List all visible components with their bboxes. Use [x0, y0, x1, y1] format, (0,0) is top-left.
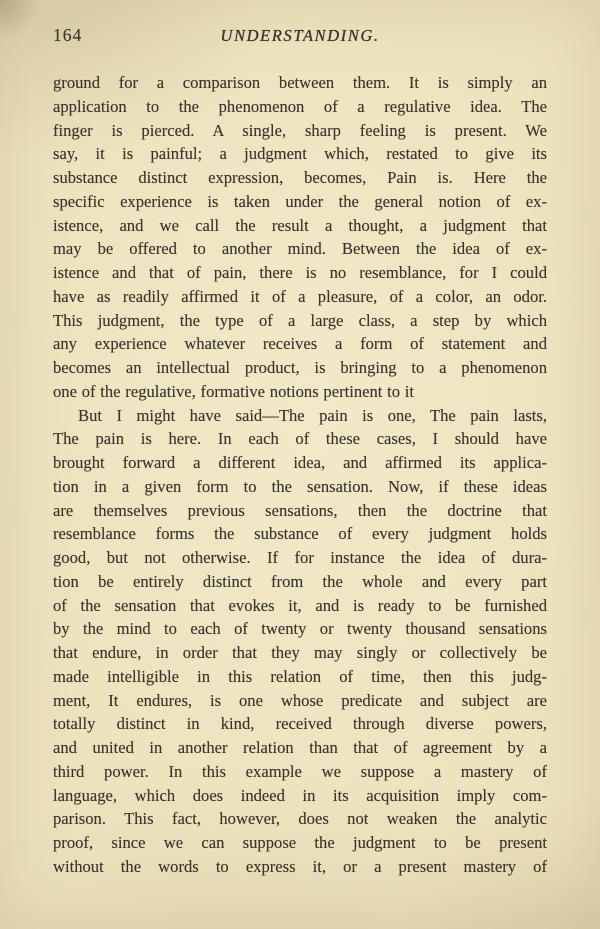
- paragraph-2: [53, 404, 547, 879]
- text-line: that endure, in order that they may singly or collectively be: [53, 643, 547, 662]
- running-head: UNDERSTANDING.: [220, 26, 380, 45]
- text-line: substance distinct expression, becomes, Pain is. Here the: [53, 168, 547, 187]
- paragraph-1: [53, 71, 547, 404]
- text-line: istence, and we call the result a thought, a judgment that: [53, 215, 547, 235]
- page-number: 164: [53, 25, 83, 45]
- text-line: tion in a given form to the sensation. Now, if these ideas: [53, 476, 547, 496]
- text-line: made intelligible in this relation of time, then this judg-: [53, 666, 547, 686]
- text-line: good, but not otherwise. If for instance the idea of dura-: [53, 548, 547, 567]
- page-header: [53, 25, 547, 49]
- text-line: parison. This fact, however, does not weaken the analytic: [53, 809, 547, 829]
- text-line: specific experience is taken under the general notion of ex-: [53, 191, 547, 211]
- text-line: are themselves previous sensations, then the doctrine that: [53, 500, 547, 520]
- text-line: ground for a comparison between them. It is simply an: [53, 73, 547, 92]
- text-line: ment, It endures, is one whose predicate and subject are: [53, 690, 547, 710]
- text-line: one of the regulative, formative notions pertinent to it: [53, 381, 415, 401]
- text-line: But I might have said—The pain is one, The pain lasts,: [78, 405, 547, 425]
- page-body: [53, 71, 547, 879]
- text-line: resemblance forms the substance of every judgment holds: [53, 524, 547, 544]
- text-line: brought forward a different idea, and affirmed its applica-: [53, 453, 547, 472]
- text-line: istence and that of pain, there is no resemblance, for I could: [53, 263, 547, 282]
- text-line: proof, since we can suppose the judgment to be present: [53, 833, 547, 852]
- text-line: totally distinct in kind, received through diverse powers,: [53, 714, 547, 734]
- text-line: finger is pierced. A single, sharp feeling is present. We: [53, 120, 547, 140]
- text-line: without the words to express it, or a present mastery of: [53, 856, 547, 876]
- text-line: any experience whatever receives a form of statement and: [53, 334, 547, 354]
- text-line: application to the phenomenon of a regulative idea. The: [53, 96, 547, 116]
- text-line: have as readily affirmed it of a pleasure, of a color, an odor.: [53, 286, 547, 306]
- text-line: third power. In this example we suppose a mastery of: [53, 761, 547, 781]
- text-line: This judgment, the type of a large class, a step by which: [53, 310, 547, 330]
- text-line: by the mind to each of twenty or twenty thousand sensations: [53, 619, 547, 639]
- text-line: say, it is painful; a judgment which, restated to give its: [53, 144, 547, 164]
- text-line: tion be entirely distinct from the whole and every part: [53, 571, 547, 591]
- text-line: and united in another relation than that of agreement by a: [53, 738, 547, 757]
- text-line: The pain is here. In each of these cases, I should have: [53, 429, 547, 449]
- text-line: may be offered to another mind. Between the idea of ex-: [53, 239, 547, 259]
- text-line: language, which does indeed in its acquisition imply com-: [53, 785, 547, 805]
- text-line: of the sensation that evokes it, and is ready to be furnished: [53, 595, 547, 615]
- text-line: becomes an intellectual product, is bringing to a phenomenon: [53, 358, 547, 377]
